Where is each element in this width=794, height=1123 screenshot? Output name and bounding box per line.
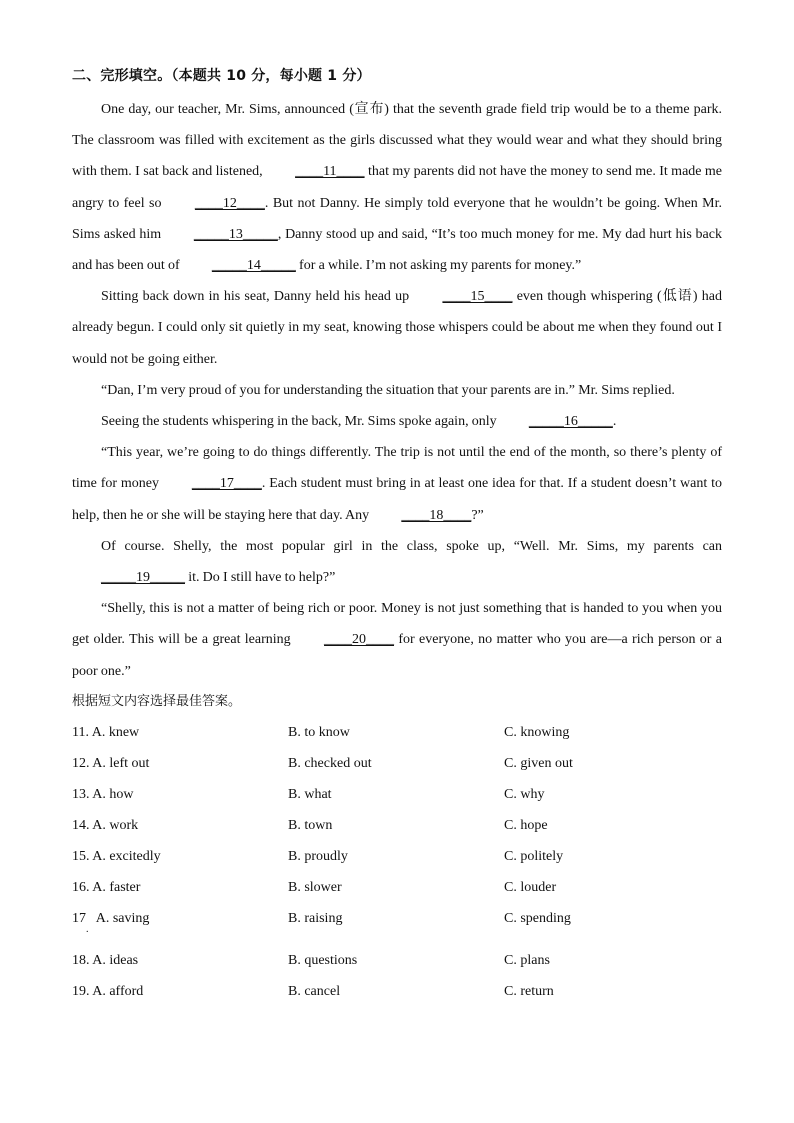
passage-text: . Each student must bring in at least one idea for that. If a student doesn’t want to help, then he or she will be staying here that day. Any	[72, 476, 722, 523]
passage-text: One day, our teacher, Mr. Sims, announced (宣布) that the seventh grade field trip would be to a theme park. The classroom was filled with excitement as the girls discussed what they would wear and what they should bring with them. I sat back and listened,	[72, 102, 722, 180]
passage-paragraph	[72, 375, 722, 406]
option-b: B. town	[288, 817, 333, 833]
option-b: B. questions	[288, 952, 358, 968]
option-b: B. cancel	[288, 983, 341, 999]
answer-blank: ____20____	[324, 632, 395, 648]
answer-blank: _____19_____	[101, 570, 185, 586]
passage-paragraph	[72, 281, 722, 375]
passage-paragraph	[72, 531, 722, 593]
option-row	[72, 748, 722, 779]
passage-text: . But not Danny. He simply told everyone that he wouldn’t be going. When Mr. Sims asked him	[72, 195, 722, 242]
answer-blank: ____11____	[295, 164, 365, 180]
option-b: B. to know	[288, 724, 350, 740]
answer-blank: ____15____	[442, 289, 513, 305]
option-c: C. politely	[504, 848, 564, 864]
passage-text: Seeing the students whispering in the back, Mr. Sims spoke again, only	[101, 414, 500, 430]
option-row	[72, 872, 722, 903]
options-list	[72, 717, 722, 1007]
passage-paragraph	[72, 406, 722, 437]
option-c: C. plans	[504, 952, 550, 968]
passage-text: ?”	[471, 507, 484, 523]
passage	[72, 94, 722, 687]
exam-page	[72, 64, 722, 1007]
option-c: C. why	[504, 786, 545, 802]
passage-text: that my parents did not have the money to send me. It made me angry to feel so	[72, 164, 722, 211]
option-row	[72, 976, 722, 1007]
option-a: 13. A. how	[72, 786, 134, 802]
option-row	[72, 717, 722, 748]
passage-text: Of course. Shelly, the most popular girl in the class, spoke up, “Well. Mr. Sims, my parents can	[101, 538, 722, 554]
option-row	[72, 779, 722, 810]
passage-paragraph	[72, 593, 722, 687]
option-a: 17 A. saving	[72, 910, 150, 926]
passage-text: for a while. I’m not asking my parents for money.”	[295, 258, 582, 274]
instruction-text: 根据短文内容选择最佳答案。	[72, 693, 242, 709]
option-row	[72, 903, 722, 945]
passage-paragraph	[72, 437, 722, 531]
answer-blank: ____17____	[191, 476, 262, 492]
option-b: B. slower	[288, 879, 342, 895]
option-row	[72, 945, 722, 976]
passage-text: , Danny stood up and said, “It’s too much money for me. My dad hurt his back and has been out of	[72, 226, 722, 274]
option-b: B. checked out	[288, 755, 372, 771]
option-c: C. knowing	[504, 724, 570, 740]
option-a: 16. A. faster	[72, 879, 141, 895]
passage-paragraph	[72, 94, 722, 281]
option-c: C. hope	[504, 817, 548, 833]
option-c: C. spending	[504, 910, 571, 926]
option-a: 12. A. left out	[72, 755, 150, 771]
passage-text: “This year, we’re going to do things differently. The trip is not until the end of the month, so there’s plenty of time for money	[72, 445, 722, 492]
answer-blank: ____18____	[401, 507, 472, 523]
option-c: C. louder	[504, 879, 557, 895]
answer-blank: ____12____	[194, 195, 265, 211]
answer-blank: _____14_____	[211, 258, 296, 274]
stray-mark: .	[86, 924, 89, 935]
section-title: 二、完形填空。（本题共 10 分，每小题 1 分）	[72, 68, 371, 84]
passage-text: Sitting back down in his seat, Danny held his head up	[101, 289, 414, 305]
option-row	[72, 810, 722, 841]
option-b: B. proudly	[288, 848, 348, 864]
answer-blank: _____16_____	[528, 414, 613, 430]
passage-text: “Shelly, this is not a matter of being rich or poor. Money is not just something that is handed to you when you get older. This will be a great learning	[72, 601, 722, 648]
passage-text: for everyone, no matter who you are—a rich person or a poor one.”	[72, 632, 723, 679]
option-c: C. return	[504, 983, 554, 999]
option-a: 15. A. excitedly	[72, 848, 161, 864]
passage-text: even though whispering (低语) had already begun. I could only sit quietly in my seat, knowing those whispers could be about me when they found out I would not be going either.	[72, 289, 722, 367]
option-a: 18. A. ideas	[72, 952, 139, 968]
option-b: B. raising	[288, 910, 343, 926]
option-b: B. what	[288, 786, 332, 802]
passage-text: “Dan, I’m very proud of you for understanding the situation that your parents are in.” Mr. Sims replied.	[101, 382, 675, 398]
passage-text: it. Do I still have to help?”	[185, 570, 336, 586]
option-a: 14. A. work	[72, 817, 139, 833]
option-a: 19. A. afford	[72, 983, 144, 999]
option-row	[72, 841, 722, 872]
passage-text: .	[612, 414, 617, 430]
option-a: 11. A. knew	[72, 724, 140, 740]
option-c: C. given out	[504, 755, 573, 771]
answer-blank: _____13_____	[193, 226, 278, 242]
